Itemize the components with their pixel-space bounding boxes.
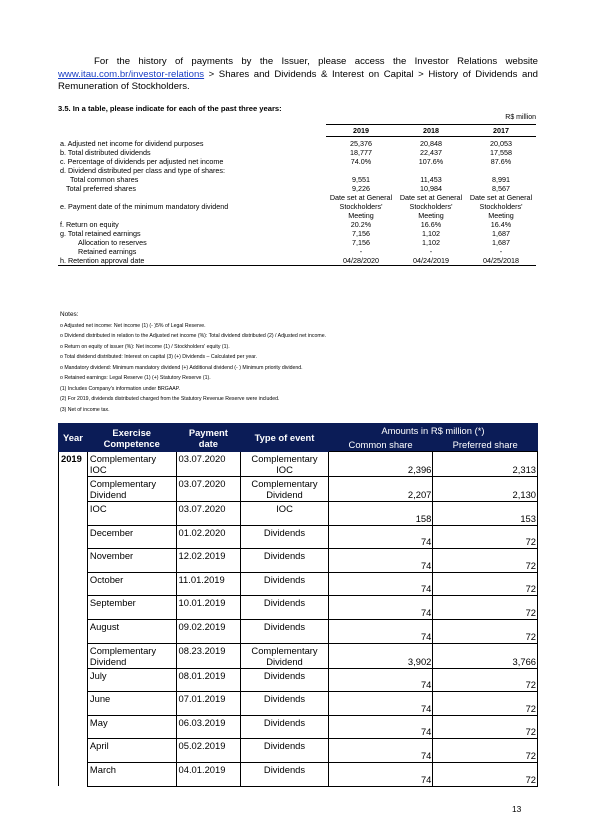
table-row [59, 477, 538, 502]
competence-cell: May [87, 715, 176, 739]
cell-value: Date set at General Stockholders' Meeting [399, 193, 463, 220]
table-row [59, 525, 538, 549]
date-cell: 09.02.2019 [176, 619, 241, 643]
event-cell: Dividends [241, 715, 329, 739]
row-label: h. Retention approval date [58, 256, 326, 266]
preferred-amount-cell: 72 [433, 549, 538, 573]
event-cell: Complementary Dividend [241, 643, 329, 668]
common-amount-cell: 74 [328, 619, 433, 643]
cell-value: 04/24/2019 [396, 256, 466, 266]
competence-cell: June [87, 692, 176, 716]
table-row [59, 692, 538, 716]
preferred-amount-cell: 153 [433, 502, 538, 526]
note-item: o Adjusted net income: Net income (1) (- )5% of Legal Reserve. [60, 322, 206, 329]
preferred-amount-cell: 2,130 [433, 477, 538, 502]
note-item: o Total dividend distributed: Interest on capital (3) (+) Dividends – Calculated per year. [60, 354, 257, 360]
table-row [58, 256, 536, 266]
cell-value: 74.0% [350, 157, 372, 166]
table-row [58, 175, 536, 184]
preferred-amount-cell: 72 [433, 596, 538, 620]
preferred-amount-cell: 72 [433, 619, 538, 643]
cell-value: 18,777 [350, 148, 372, 157]
cell-value: - [429, 247, 433, 256]
competence-cell: July [87, 668, 176, 692]
event-cell: Dividends [241, 692, 329, 716]
table-row [58, 193, 536, 220]
cell-value: 04/25/2018 [466, 256, 536, 266]
competence-cell: Complementary Dividend [87, 477, 176, 502]
preferred-amount-cell: 72 [433, 572, 538, 596]
date-cell: 03.07.2020 [176, 477, 241, 502]
cell-value: 107.6% [418, 157, 444, 166]
table-row [58, 229, 536, 238]
row-label: f. Return on equity [60, 220, 119, 229]
competence-cell: Complementary Dividend [87, 643, 176, 668]
preferred-amount-cell: 72 [433, 739, 538, 763]
cell-value: 8,567 [492, 184, 510, 193]
payments-header-row [59, 424, 538, 438]
payment-date-column-header: Payment date [176, 424, 241, 452]
cell-value: 7,156 [352, 229, 370, 238]
competence-cell: IOC [87, 502, 176, 526]
date-cell: 07.01.2019 [176, 692, 241, 716]
cell-value: 25,376 [350, 139, 372, 148]
cell-value: 04/28/2020 [326, 256, 396, 266]
header-blank [58, 125, 326, 137]
table-row [59, 502, 538, 526]
table-row [59, 572, 538, 596]
table-row [59, 643, 538, 668]
cell-value: 7,156 [352, 238, 370, 247]
table-row [59, 549, 538, 573]
row-label: d. Dividend distributed per class and type of shares: [60, 166, 226, 175]
event-cell: Dividends [241, 668, 329, 692]
competence-cell: December [87, 525, 176, 549]
note-item: o Mandatory dividend: Minimum mandatory dividend (+) Additional dividend (- ) Minimum priority dividend. [60, 364, 303, 371]
date-cell: 04.01.2019 [176, 762, 241, 786]
year-cell: 2019 [59, 452, 88, 787]
unit-label: R$ million [505, 114, 536, 121]
cell-value: 17,558 [490, 148, 512, 157]
cell-value: 10,984 [420, 184, 442, 193]
common-amount-cell: 74 [328, 525, 433, 549]
cell-value: Date set at General Stockholders' Meeting [469, 193, 533, 220]
cell-value: 1,102 [422, 229, 440, 238]
common-amount-cell: 74 [328, 596, 433, 620]
row-label: c. Percentage of dividends per adjusted net income [60, 157, 224, 166]
date-cell: 06.03.2019 [176, 715, 241, 739]
date-cell: 10.01.2019 [176, 596, 241, 620]
cell-value: 1,687 [492, 238, 510, 247]
date-cell: 12.02.2019 [176, 549, 241, 573]
cell-value: 20,848 [420, 139, 442, 148]
date-cell: 08.01.2019 [176, 668, 241, 692]
table-row [58, 184, 536, 193]
intro-text: For the history of payments by the Issuer, please access the Investor Relations website [94, 56, 538, 67]
event-cell: Dividends [241, 619, 329, 643]
date-cell: 05.02.2019 [176, 739, 241, 763]
cell-value: 22,437 [420, 148, 442, 157]
cell-value: 1,102 [422, 238, 440, 247]
competence-cell: October [87, 572, 176, 596]
competence-cell: September [87, 596, 176, 620]
event-cell: Dividends [241, 739, 329, 763]
table-row [59, 619, 538, 643]
table-row [59, 668, 538, 692]
event-cell: Dividends [241, 525, 329, 549]
event-cell: Dividends [241, 572, 329, 596]
cell-value: 9,226 [352, 184, 370, 193]
event-cell: Dividends [241, 762, 329, 786]
cell-value: - [499, 247, 503, 256]
common-amount-cell: 74 [328, 549, 433, 573]
year-header: 2017 [466, 125, 536, 137]
page-number: 13 [512, 804, 522, 814]
event-cell: Dividends [241, 596, 329, 620]
cell-value: 16.4% [490, 220, 512, 229]
note-item: (2) For 2019, dividends distributed charged from the Statutory Revenue Reserve were included. [60, 396, 280, 402]
event-cell: Complementary Dividend [241, 477, 329, 502]
cell-value: 1,687 [492, 229, 510, 238]
cell-value [396, 166, 466, 175]
common-amount-cell: 74 [328, 762, 433, 786]
notes-section [60, 310, 540, 415]
year-header: 2019 [326, 125, 396, 137]
cell-value: 20.2% [350, 220, 372, 229]
common-amount-cell: 3,902 [328, 643, 433, 668]
common-amount-cell: 74 [328, 668, 433, 692]
date-cell: 03.07.2020 [176, 502, 241, 526]
preferred-amount-cell: 3,766 [433, 643, 538, 668]
preferred-share-header: Preferred share [433, 438, 538, 452]
date-cell: 11.01.2019 [176, 572, 241, 596]
cell-value: - [359, 247, 363, 256]
row-label: b. Total distributed dividends [60, 148, 151, 157]
competence-cell: April [87, 739, 176, 763]
table-row [58, 148, 536, 157]
table-row [59, 452, 538, 477]
row-label: e. Payment date of the minimum mandatory dividend [60, 202, 229, 211]
note-item: (3) Net of income tax. [60, 406, 110, 413]
investor-relations-link[interactable]: www.itau.com.br/investor-relations [58, 68, 205, 80]
financial-summary-table [58, 124, 536, 266]
date-cell: 03.07.2020 [176, 452, 241, 477]
date-cell: 01.02.2020 [176, 525, 241, 549]
event-cell: IOC [241, 502, 329, 526]
competence-cell: November [87, 549, 176, 573]
row-label: Total preferred shares [66, 184, 136, 193]
cell-value: 87.6% [490, 157, 512, 166]
common-amount-cell: 74 [328, 692, 433, 716]
year-header: 2018 [396, 125, 466, 137]
row-label: g. Total retained earnings [60, 229, 141, 238]
amounts-column-header: Amounts in R$ million (*) [328, 424, 537, 438]
event-type-column-header: Type of event [241, 424, 329, 452]
row-label: Allocation to reserves [78, 238, 147, 247]
date-cell: 08.23.2019 [176, 643, 241, 668]
table-row [58, 137, 536, 149]
intro-text-after: > Shares and Dividends & Interest on Capital > History of Dividends and Remuneration of Stockholders. [58, 68, 538, 92]
table-row [58, 157, 536, 166]
table-row [58, 166, 536, 175]
cell-value: 9,551 [352, 175, 370, 184]
preferred-amount-cell: 72 [433, 692, 538, 716]
common-amount-cell: 2,207 [328, 477, 433, 502]
table-row [58, 247, 536, 256]
table-row [59, 715, 538, 739]
common-amount-cell: 74 [328, 739, 433, 763]
preferred-amount-cell: 72 [433, 715, 538, 739]
cell-value: 11,453 [420, 175, 442, 184]
common-amount-cell: 2,396 [328, 452, 433, 477]
table-row [59, 762, 538, 786]
common-amount-cell: 74 [328, 572, 433, 596]
table-row [58, 238, 536, 247]
cell-value: 20,053 [490, 139, 512, 148]
event-cell: Dividends [241, 549, 329, 573]
table-row [58, 220, 536, 229]
note-item: (1) Includes Company's information under BRGAAP. [60, 385, 180, 392]
preferred-amount-cell: 2,313 [433, 452, 538, 477]
common-share-header: Common share [328, 438, 433, 452]
competence-cell: August [87, 619, 176, 643]
payments-table [58, 423, 538, 787]
cell-value: 16.6% [420, 220, 442, 229]
row-label: Retained earnings [78, 247, 137, 256]
preferred-amount-cell: 72 [433, 668, 538, 692]
table-row [59, 596, 538, 620]
table-row [59, 739, 538, 763]
note-item: o Retained earnings: Legal Reserve (1) (+) Statutory Reserve (1). [60, 375, 211, 381]
note-item: o Dividend distributed in relation to the Adjusted net income (%): Total dividend distributed (2) / Adjusted net income. [60, 333, 327, 339]
competence-column-header: Exercise Competence [87, 424, 176, 452]
cell-value [466, 166, 536, 175]
cell-value [326, 166, 396, 175]
common-amount-cell: 74 [328, 715, 433, 739]
year-column-header: Year [59, 424, 88, 452]
table-header-row [58, 125, 536, 137]
event-cell: Complementary IOC [241, 452, 329, 477]
cell-value: 8,991 [492, 175, 510, 184]
intro-paragraph [58, 56, 538, 94]
common-amount-cell: 158 [328, 502, 433, 526]
competence-cell: Complementary IOC [87, 452, 176, 477]
competence-cell: March [87, 762, 176, 786]
preferred-amount-cell: 72 [433, 525, 538, 549]
note-item: o Return on equity of issuer (%): Net income (1) / Stockholders' equity (1). [60, 343, 230, 350]
preferred-amount-cell: 72 [433, 762, 538, 786]
row-label: Total common shares [70, 175, 139, 184]
section-title: 3.5. In a table, please indicate for each of the past three years: [58, 104, 282, 113]
notes-heading: Notes: [60, 311, 79, 318]
row-label: a. Adjusted net income for dividend purposes [60, 138, 204, 148]
cell-value: Date set at General Stockholders' Meeting [329, 193, 393, 220]
